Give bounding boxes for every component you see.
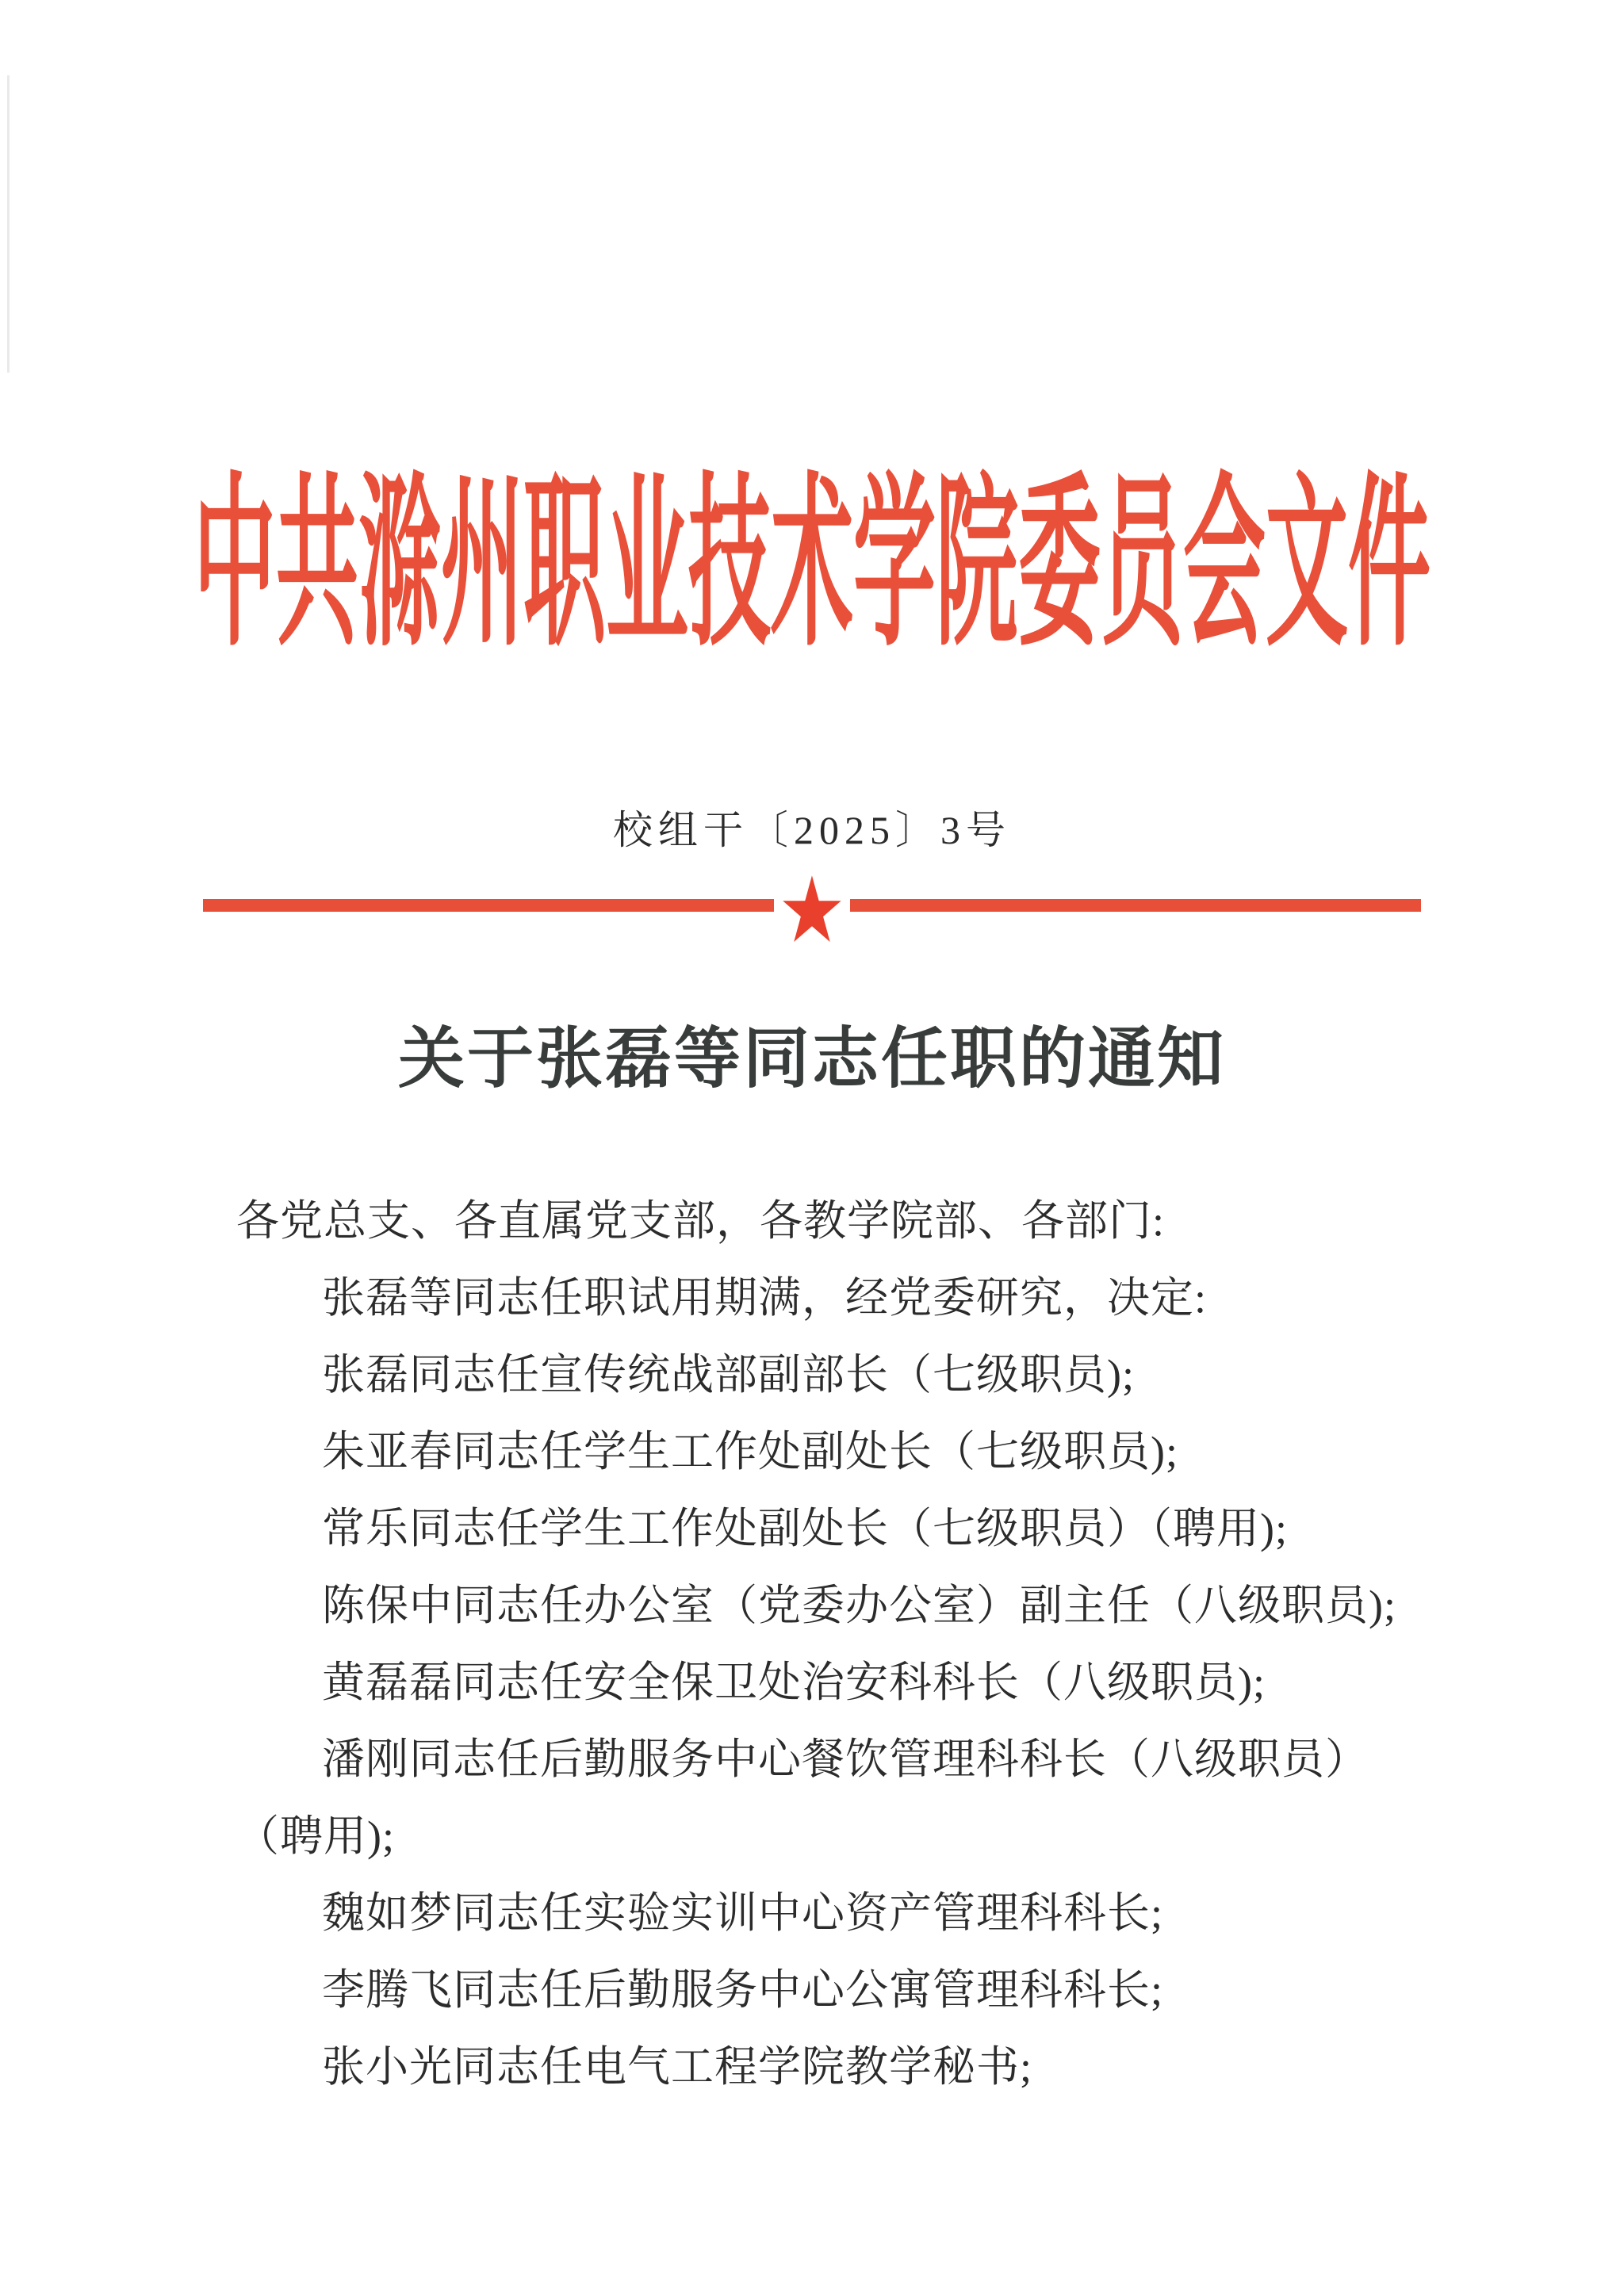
body-line: 常乐同志任学生工作处副处长（七级职员）（聘用); bbox=[322, 1505, 1288, 1552]
body-line: 魏如梦同志任实验实训中心资产管理科科长; bbox=[322, 1889, 1164, 1937]
red-rule-right bbox=[850, 899, 1421, 912]
body-line: 张磊等同志任职试用期满，经党委研究，决定: bbox=[322, 1274, 1208, 1322]
body-line: 张小光同志任电气工程学院教学秘书; bbox=[322, 2043, 1033, 2091]
body-line: 黄磊磊同志任安全保卫处治安科科长（八级职员); bbox=[322, 1659, 1266, 1706]
scan-edge-artifact bbox=[7, 75, 10, 373]
body-line: （聘用); bbox=[236, 1812, 395, 1860]
body-line: 朱亚春同志任学生工作处副处长（七级职员); bbox=[322, 1428, 1178, 1475]
body-line: 李腾飞同志任后勤服务中心公寓管理科科长; bbox=[322, 1966, 1164, 2014]
org-title: 中共滁州职业技术学院委员会文件 bbox=[193, 463, 1431, 669]
body-line: 张磊同志任宣传统战部副部长（七级职员); bbox=[322, 1351, 1135, 1399]
body-line: 潘刚同志任后勤服务中心餐饮管理科科长（八级职员） bbox=[322, 1735, 1369, 1783]
doc-number: 校组干〔2025〕3号 bbox=[613, 808, 1011, 852]
red-rule-left bbox=[203, 899, 774, 912]
red-rule: ★ bbox=[203, 890, 1421, 921]
notice-title: 关于张磊等同志任职的通知 bbox=[397, 1023, 1226, 1096]
document-body bbox=[236, 1183, 1402, 2106]
body-line: 各党总支、各直属党支部，各教学院部、各部门: bbox=[236, 1197, 1166, 1245]
body-line: 陈保中同志任办公室（党委办公室）副主任（八级职员); bbox=[322, 1582, 1396, 1629]
